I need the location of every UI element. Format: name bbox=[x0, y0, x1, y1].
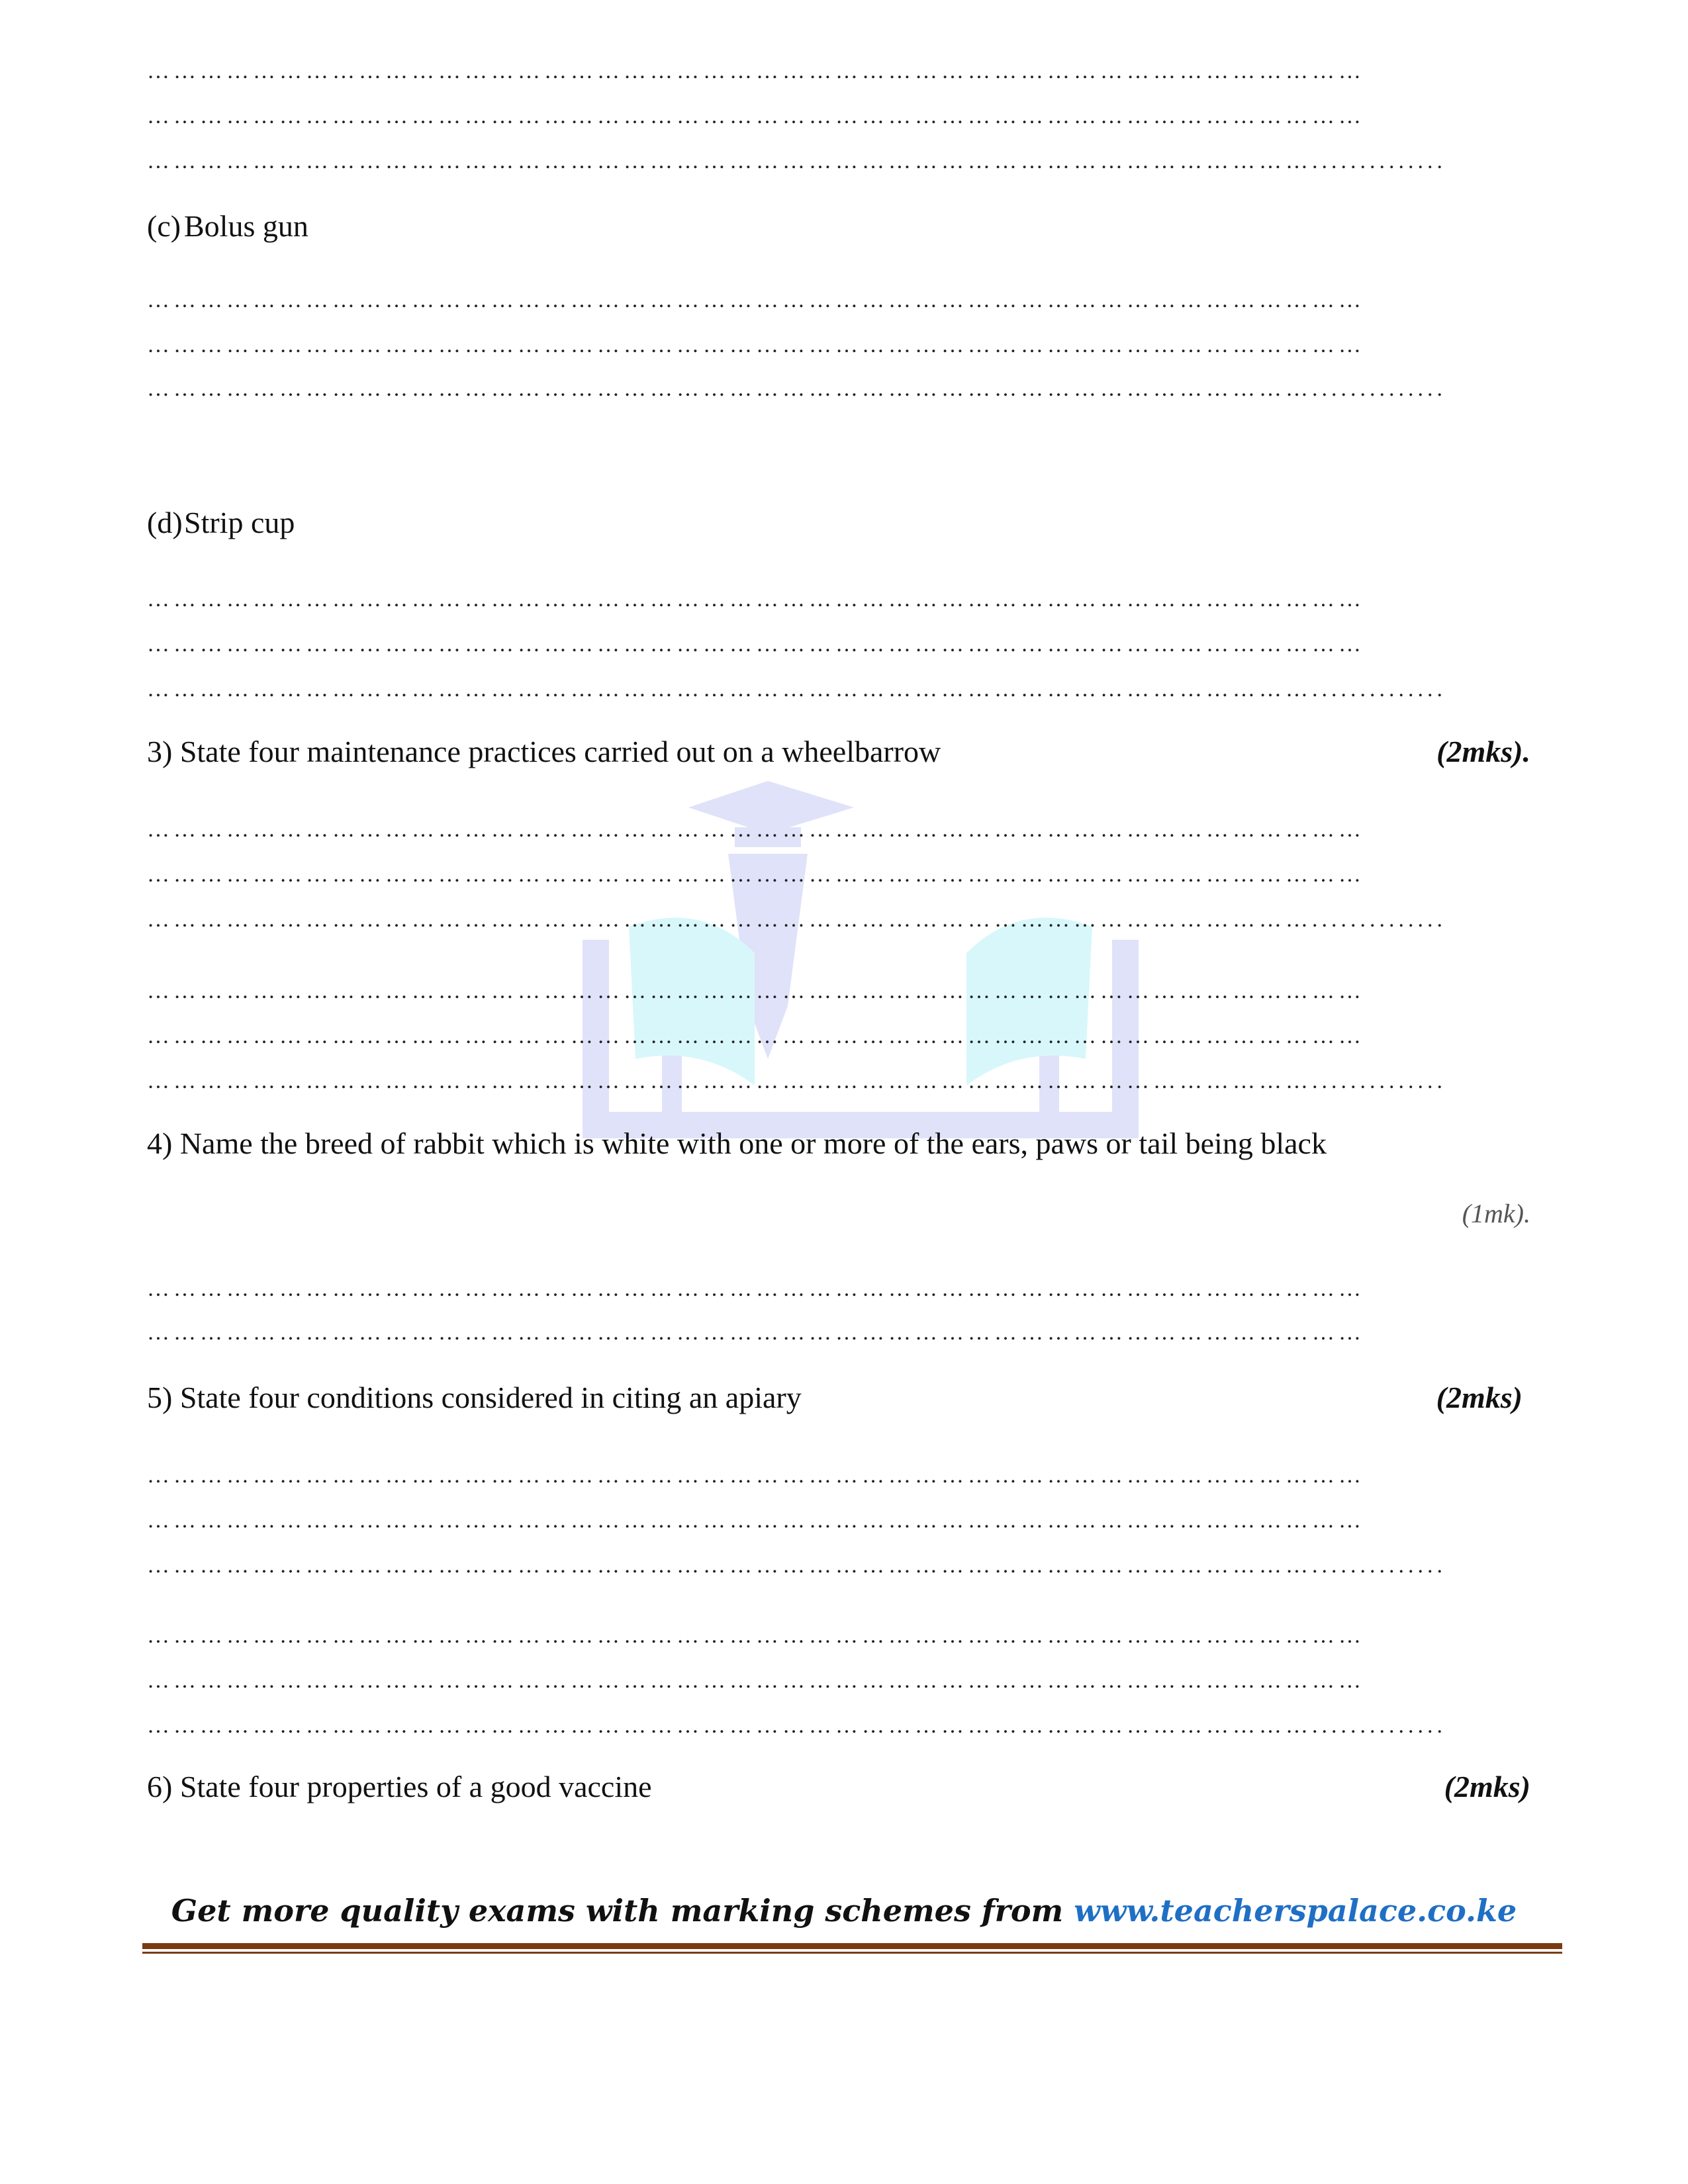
subpart-c bbox=[147, 208, 308, 245]
answer-line: ………………………………………………………………………………………………………………………… bbox=[147, 1508, 1365, 1533]
answer-line: …………………………………………………………………………………………………………………….............. bbox=[147, 1069, 1446, 1093]
marks-label: (2mks) bbox=[1444, 1770, 1530, 1803]
marks-label: (2mks). bbox=[1436, 735, 1530, 768]
answer-line: ………………………………………………………………………………………………………………………… bbox=[147, 862, 1365, 887]
marks-label: (1mk). bbox=[1462, 1199, 1530, 1228]
question-3: 3) State four maintenance practices carried out on a wheelbarrow bbox=[147, 735, 941, 768]
footer-rule-thin bbox=[142, 1952, 1562, 1954]
subpart-d bbox=[147, 504, 295, 541]
answer-line: ………………………………………………………………………………………………………………………… bbox=[147, 1024, 1365, 1048]
answer-line: ………………………………………………………………………………………………………………………… bbox=[147, 104, 1365, 128]
answer-line: ………………………………………………………………………………………………………………………… bbox=[147, 632, 1365, 657]
subpart-label: Strip cup bbox=[184, 506, 295, 539]
answer-line: ………………………………………………………………………………………………………………………… bbox=[147, 817, 1365, 842]
answer-line: …………………………………………………………………………………………………………………….............. bbox=[147, 149, 1446, 173]
subpart-letter: (d) bbox=[147, 506, 183, 539]
question-4: 4) Name the breed of rabbit which is white with one or more of the ears, paws or tail being black bbox=[147, 1126, 1327, 1160]
answer-line: ………………………………………………………………………………………………………………………… bbox=[147, 1463, 1365, 1488]
answer-line: ………………………………………………………………………………………………………………………… bbox=[147, 1668, 1365, 1693]
answer-line: ………………………………………………………………………………………………………………………… bbox=[147, 1277, 1365, 1301]
answer-line: …………………………………………………………………………………………………………………….............. bbox=[147, 1553, 1446, 1578]
marks-label: (2mks) bbox=[1436, 1381, 1523, 1414]
answer-line: ………………………………………………………………………………………………………………………… bbox=[147, 587, 1365, 612]
footer-rule bbox=[142, 1943, 1562, 1949]
answer-line: ………………………………………………………………………………………………………………………… bbox=[147, 333, 1365, 357]
answer-line: ………………………………………………………………………………………………………………………… bbox=[147, 979, 1365, 1003]
answer-line: …………………………………………………………………………………………………………………….............. bbox=[147, 377, 1446, 401]
answer-line: ………………………………………………………………………………………………………………………… bbox=[147, 59, 1365, 83]
footer-promo bbox=[0, 1893, 1688, 1929]
answer-line: ………………………………………………………………………………………………………………………… bbox=[147, 288, 1365, 312]
answer-line: …………………………………………………………………………………………………………………….............. bbox=[147, 677, 1446, 702]
answer-line: ………………………………………………………………………………………………………………………… bbox=[147, 1623, 1365, 1648]
answer-line: …………………………………………………………………………………………………………………….............. bbox=[147, 907, 1446, 932]
footer-text: Get more quality exams with marking schemes from bbox=[171, 1893, 1074, 1929]
question-6: 6) State four properties of a good vaccine bbox=[147, 1770, 652, 1803]
answer-line: …………………………………………………………………………………………………………………….............. bbox=[147, 1713, 1446, 1738]
subpart-letter: (c) bbox=[147, 209, 181, 243]
answer-line: ………………………………………………………………………………………………………………………… bbox=[147, 1320, 1365, 1345]
question-5: 5) State four conditions considered in citing an apiary bbox=[147, 1381, 802, 1414]
footer-link[interactable]: www.teacherspalace.co.ke bbox=[1074, 1893, 1517, 1929]
subpart-label: Bolus gun bbox=[184, 209, 308, 243]
